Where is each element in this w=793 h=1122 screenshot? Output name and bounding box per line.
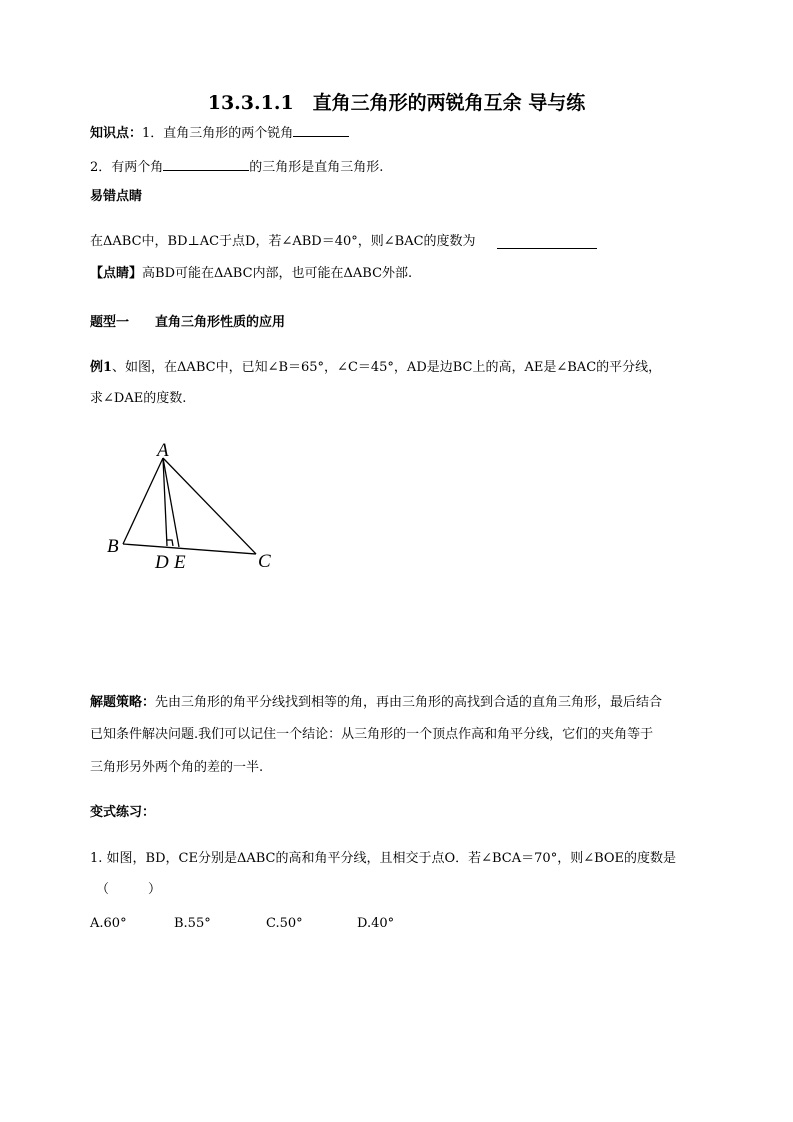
option-b[interactable]: B.55°: [174, 916, 211, 931]
knowledge-line-1: [90, 124, 349, 143]
variant-question-1-line-1: 1. 如图，BD，CE分别是ΔABC的高和角平分线，且相交于点O．若∠BCA＝70°，则∠BOE的度数是: [90, 851, 677, 866]
strategy-colon: ：: [142, 695, 156, 710]
triangle-figure: [100, 436, 290, 576]
vertex-label-c: C: [258, 551, 271, 572]
vertex-label-d: D: [155, 552, 169, 573]
vertex-label-a: A: [157, 440, 169, 461]
answer-blank-1[interactable]: [293, 124, 349, 137]
option-d[interactable]: D.40°: [357, 916, 395, 931]
edge-ab: [123, 458, 163, 544]
type1-heading: 题型一 直角三角形性质的应用: [90, 315, 286, 330]
knowledge-item-2-prefix: 2．有两个角: [90, 160, 164, 175]
variant-question-1-line-2: （ ）: [96, 882, 162, 897]
vertex-label-b: B: [107, 536, 119, 557]
strategy-line-1: [90, 694, 662, 712]
knowledge-item-1: 1．直角三角形的两个锐角: [142, 126, 294, 141]
vertex-label-e: E: [174, 552, 186, 573]
edge-bc: [123, 544, 256, 554]
knowledge-item-2-suffix: 的三角形是直角三角形.: [249, 160, 384, 175]
edge-ac: [163, 458, 256, 554]
right-angle-mark: [167, 540, 173, 546]
answer-blank-2[interactable]: [163, 158, 249, 171]
option-c[interactable]: C.50°: [266, 916, 303, 931]
option-a[interactable]: A.60°: [90, 916, 127, 931]
knowledge-label: 知识点: [90, 126, 130, 141]
error-point-question-line: [90, 233, 476, 251]
strategy-label: 解题策略: [90, 695, 143, 710]
strategy-text-1: 先由三角形的角平分线找到相等的角，再由三角形的高找到合适的直角三角形，最后结合: [155, 695, 663, 710]
example-line-2: 求∠DAE的度数.: [90, 391, 187, 406]
variant-heading: 变式练习：: [90, 805, 156, 820]
error-point-tip: [90, 265, 412, 283]
knowledge-colon: ：: [129, 126, 143, 141]
error-point-question: 在ΔABC中，BD⊥AC于点D，若∠ABD＝40°，则∠BAC的度数为: [90, 234, 476, 249]
answer-blank-3[interactable]: [497, 236, 597, 249]
tip-label: 【点睛】: [90, 266, 143, 281]
page-title: 13.3.1.1 直角三角形的两锐角互余 导与练: [207, 92, 586, 114]
strategy-line-2: 已知条件解决问题.我们可以记住一个结论：从三角形的一个顶点作高和角平分线，它们的夹角等于: [90, 727, 654, 742]
example-label: 例1: [90, 360, 113, 375]
strategy-line-3: 三角形另外两个角的差的一半.: [90, 760, 264, 775]
error-point-heading: 易错点睛: [90, 189, 143, 204]
knowledge-line-2: [90, 158, 383, 177]
example-line-1: [90, 359, 661, 377]
example-text-1: 、如图，在ΔABC中，已知∠B＝65°，∠C＝45°，AD是边BC上的高，AE是∠BAC的平分线，: [112, 360, 662, 375]
tip-text: 高BD可能在ΔABC内部，也可能在ΔABC外部.: [142, 266, 413, 281]
